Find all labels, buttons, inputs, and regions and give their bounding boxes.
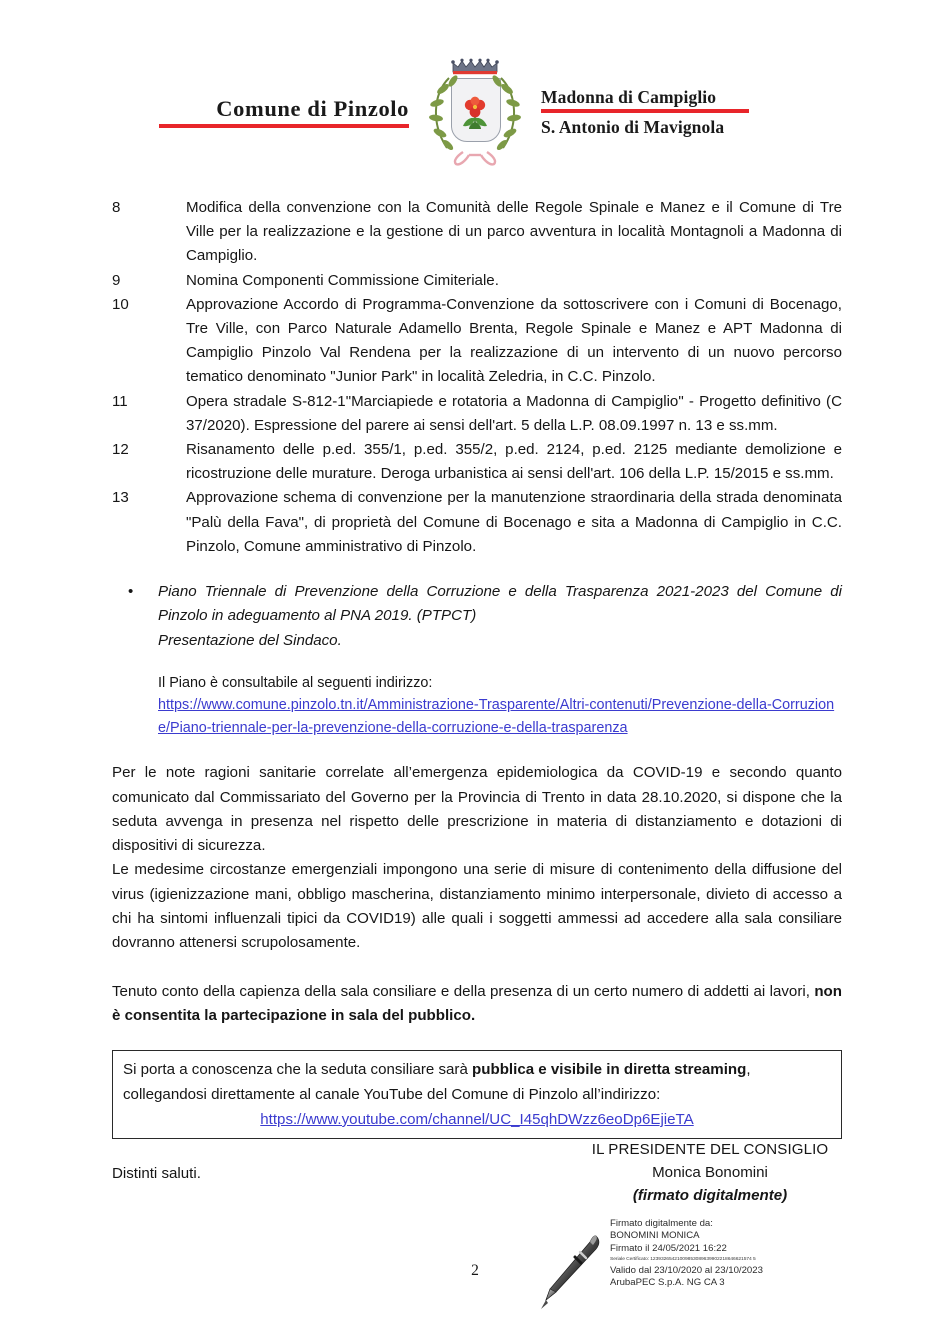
- streaming-url-wrapper: [123, 1108, 831, 1132]
- letterhead: [0, 52, 950, 172]
- closing-salutation: Distinti saluti.: [112, 1165, 201, 1183]
- stamp-authority: ArubaPEC S.p.A. NG CA 3: [610, 1277, 725, 1289]
- plan-link-intro: Il Piano è consultabile al seguenti indirizzo:: [158, 675, 433, 692]
- agenda-item: [112, 196, 842, 269]
- ribbon-bow: [455, 152, 495, 164]
- bullet-marker: •: [128, 583, 134, 601]
- streaming-line-1: [123, 1058, 831, 1082]
- covid-paragraph-2: Le medesime circostanze emergenziali impongono una serie di misure di contenimento della diffusione del virus (igienizzazione mani, obbligo mascherina, distanziamento minimo interpersonale, divieto di accesso a chi ha sintomi influenzali tipici da COVID19) alle quali i soggetti ammessi ad accedere alla sala consiliare dovranno attenersi scrupolosamente.: [112, 861, 842, 952]
- streaming-text-suffix: ,: [746, 1061, 751, 1079]
- agenda-item-text: Approvazione Accordo di Programma-Convenzione da sottoscrivere con i Comuni di Bocenago, Tre Ville, con Parco Naturale Adamello Brenta, Regole Spinale e Manez e APT Madonna di Campiglio Pinzolo Val Rendena per la realizzazione di un intervento di un nuovo percorso tematico denominato "Junior Park" in località Zeledria, in C.C. Pinzolo.: [186, 295, 842, 386]
- stamp-certificate-serial: Seriale Certificato: 12393265421009853089639902218646621574 5: [610, 1256, 756, 1262]
- document-body: [112, 196, 842, 1182]
- page-number: 2: [471, 1262, 479, 1279]
- youtube-channel-link[interactable]: https://www.youtube.com/channel/UC_I45qhDWzz6eoDp6EjieTA: [260, 1110, 694, 1128]
- agenda-item-text: Risanamento delle p.ed. 355/1, p.ed. 355/2, p.ed. 2124, p.ed. 2125 mediante demolizione e ricostruzione delle murature. Deroga urbanistica ai sensi dell'art. 106 della L.P. 15/2015 e ss.mm.: [186, 441, 842, 483]
- agenda-item-number: 8: [112, 199, 121, 216]
- fountain-pen-icon: [528, 1230, 608, 1316]
- agenda-item-text: Opera stradale S-812-1"Marciapiede e rotatoria a Madonna di Campiglio" - Progetto definitivo (C 37/2020). Espressione del parere ai sensi dell'art. 5 della L.P. 08.09.1997 n. 13 e ss.mm.: [186, 392, 842, 434]
- agenda-item: [112, 269, 842, 293]
- signature-block: [560, 1138, 860, 1207]
- agenda-list: [112, 196, 842, 559]
- stamp-signed-by-label: Firmato digitalmente da:: [610, 1218, 713, 1229]
- capacity-text: Tenuto conto della capienza della sala consiliare e della presenza di un certo numero di addetti ai lavori,: [112, 982, 815, 1000]
- agenda-item: [112, 486, 842, 559]
- covid-paragraph-1: Per le note ragioni sanitarie correlate all’emergenza epidemiologica da COVID-19 e secondo quanto comunicato dal Commissariato del Governo per la Provincia di Trento in data 28.10.2020, si dispone che la seduta avvenga in presenza nel rispetto delle prescrizione in materia di distanziamento e dotazioni di dispositivi di sicurezza.: [112, 764, 842, 855]
- frazione-santantonio-label: S. Antonio di Mavignola: [541, 116, 725, 137]
- streaming-text-prefix: Si porta a conoscenza che la seduta consiliare sarà: [123, 1061, 473, 1079]
- capacity-paragraph: [112, 980, 842, 1029]
- stamp-validity: Valido dal 23/10/2020 al 23/10/2023: [610, 1264, 763, 1276]
- capacity-text-bold: non è consentita la partecipazione in sala del pubblico.: [112, 982, 842, 1024]
- agenda-item: [112, 293, 842, 390]
- agenda-item-number: 13: [112, 489, 129, 507]
- agenda-item-number: 12: [112, 441, 129, 459]
- laurel-wreath-icon: [423, 56, 527, 168]
- coat-of-arms-icon: [423, 56, 527, 168]
- signatory-role: IL PRESIDENTE DEL CONSIGLIO: [591, 1141, 829, 1158]
- agenda-item-number: 11: [112, 392, 128, 410]
- agenda-item-number: 10: [112, 295, 129, 313]
- bullet-line-2: Presentazione del Sindaco.: [158, 631, 342, 649]
- bullet-line-1: Piano Triennale di Prevenzione della Corruzione e della Trasparenza 2021-2023 del Comune di Pinzolo in adeguamento al PNA 2019. (PTPCT): [158, 583, 842, 625]
- streaming-notice-box: [112, 1050, 842, 1139]
- plan-link-wrapper: [158, 694, 842, 739]
- agenda-item-text: Nomina Componenti Commissione Cimiteriale.: [186, 271, 499, 289]
- red-rule-right: [541, 109, 749, 113]
- municipality-name: Comune di Pinzolo: [216, 96, 409, 121]
- stamp-signer-name: BONOMINI MONICA: [610, 1230, 700, 1242]
- agenda-item-text: Modifica della convenzione con la Comunità delle Regole Spinale e Manez e il Comune di Tre Ville per la realizzazione e la gestione di un parco avventura in località Montagnoli a Madonna di Campiglio.: [186, 199, 842, 265]
- plan-link[interactable]: https://www.comune.pinzolo.tn.it/Amministrazione-Trasparente/Altri-contenuti/Prevenzione-della-Corruzione/Piano-triennale-per-la-prevenzione-della-corruzione-e-della-trasparenza: [158, 697, 835, 736]
- letterhead-left: [159, 96, 423, 128]
- letterhead-right: [527, 87, 791, 138]
- streaming-line-2: collegandosi direttamente al canale YouTube del Comune di Pinzolo all’indirizzo:: [123, 1085, 661, 1103]
- signatory-name: Monica Bonomini: [652, 1164, 768, 1181]
- bullet-item: [112, 580, 842, 653]
- agenda-item: [112, 438, 842, 486]
- stamp-signed-date: Firmato il 24/05/2021 16:22: [610, 1242, 727, 1254]
- signatory-note: (firmato digitalmente): [632, 1187, 788, 1204]
- digital-signature-stamp: [528, 1218, 828, 1318]
- stamp-text-block: [610, 1218, 763, 1289]
- agenda-item: [112, 390, 842, 438]
- agenda-item-number: 9: [112, 271, 121, 289]
- bullet-body: [158, 580, 842, 653]
- frazione-madonna-label: Madonna di Campiglio: [541, 86, 717, 107]
- streaming-text-bold: pubblica e visibile in diretta streaming: [472, 1061, 747, 1079]
- red-rule-left: [159, 124, 409, 128]
- agenda-item-text: Approvazione schema di convenzione per la manutenzione straordinaria della strada denominata "Palù della Fava", di proprietà del Comune di Bocenago e sita a Madonna di Campiglio in C.C. Pinzolo, Comune amministrativo di Pinzolo.: [186, 489, 842, 555]
